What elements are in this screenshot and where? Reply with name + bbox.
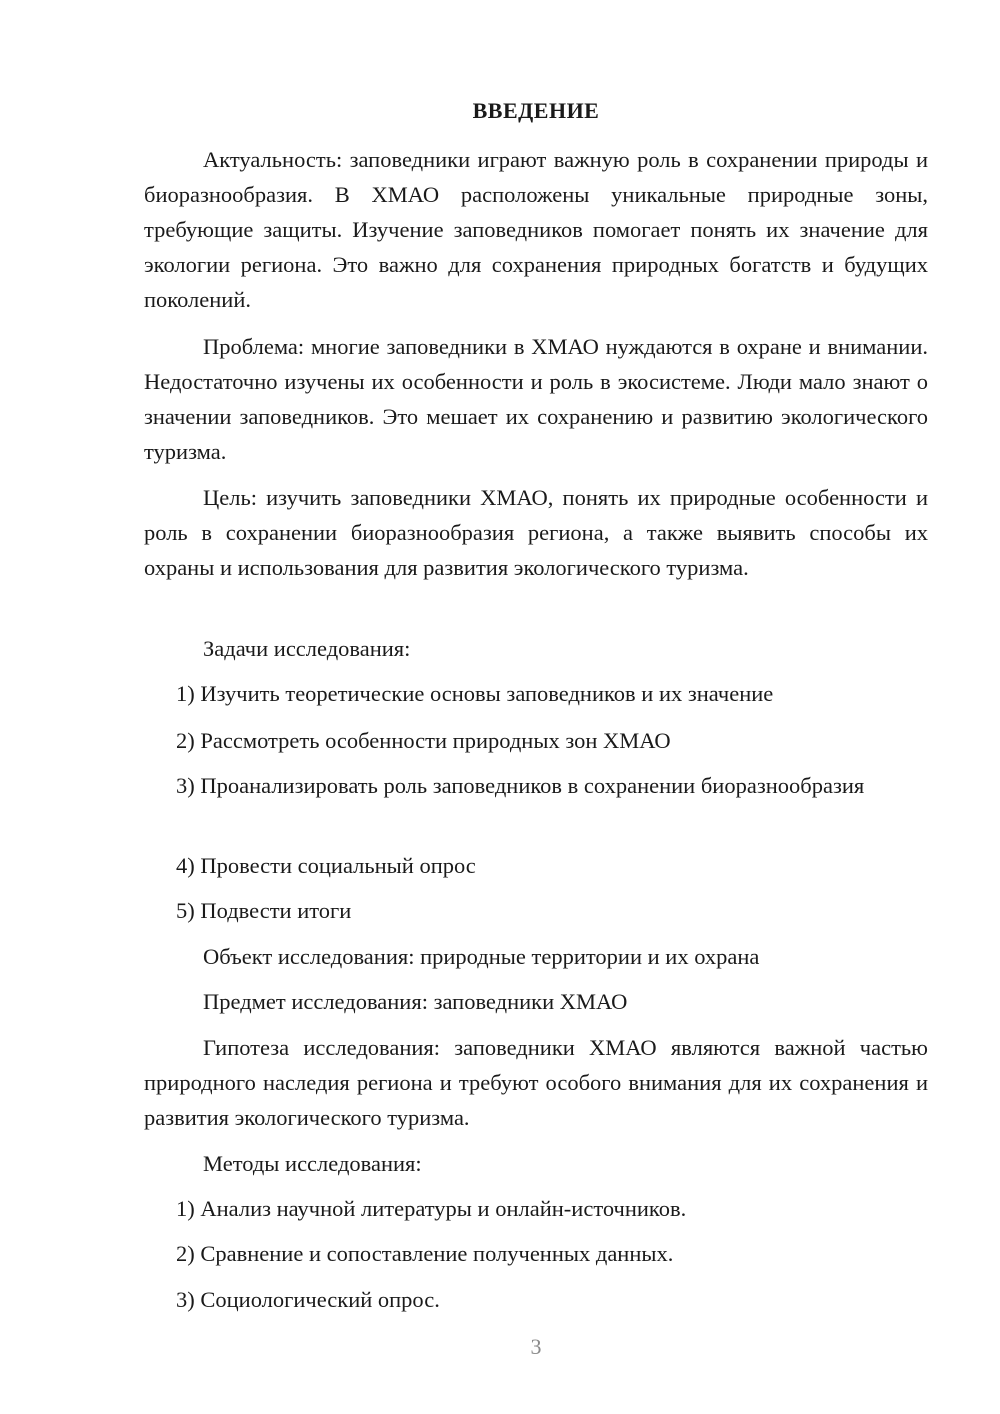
goal-paragraph: Цель: изучить заповедники ХМАО, понять их природные особенности и роль в сохранении биоразнообразия региона, а также выявить способы их охраны и использования для развития экологического туризма. <box>144 485 928 580</box>
document-page <box>144 0 928 1414</box>
task-item-1: 1) Изучить теоретические основы заповедников и их значение <box>176 681 774 706</box>
method-item-2: 2) Сравнение и сопоставление полученных данных. <box>176 1241 674 1266</box>
problem-paragraph: Проблема: многие заповедники в ХМАО нуждаются в охране и внимании. Недостаточно изучены их особенности и роль в экосистеме. Люди мало знают о значении заповедников. Это мешает их сохранению и развитию экологического туризма. <box>144 334 928 464</box>
research-subject: Предмет исследования: заповедники ХМАО <box>203 989 628 1014</box>
relevance-paragraph: Актуальность: заповедники играют важную роль в сохранении природы и биоразнообразия. В ХМАО расположены уникальные природные зоны, требующие защиты. Изучение заповедников помогает понять их значение для экологии региона. Это важно для сохранения природных богатств и будущих поколений. <box>144 147 928 312</box>
task-item-3: 3) Проанализировать роль заповедников в сохранении биоразнообразия <box>176 773 865 798</box>
tasks-heading: Задачи исследования: <box>203 636 411 661</box>
task-item-4: 4) Провести социальный опрос <box>176 853 476 878</box>
method-item-3: 3) Социологический опрос. <box>176 1287 440 1312</box>
method-item-1: 1) Анализ научной литературы и онлайн-источников. <box>176 1196 687 1221</box>
task-item-5: 5) Подвести итоги <box>176 898 352 923</box>
methods-heading: Методы исследования: <box>203 1151 422 1176</box>
research-object: Объект исследования: природные территории и их охрана <box>203 944 760 969</box>
hypothesis-paragraph: Гипотеза исследования: заповедники ХМАО являются важной частью природного наследия региона и требуют особого внимания для их сохранения и развития экологического туризма. <box>144 1035 928 1130</box>
task-item-2: 2) Рассмотреть особенности природных зон ХМАО <box>176 728 671 753</box>
page-number: 3 <box>530 1334 542 1359</box>
page-title: ВВЕДЕНИЕ <box>472 98 600 123</box>
